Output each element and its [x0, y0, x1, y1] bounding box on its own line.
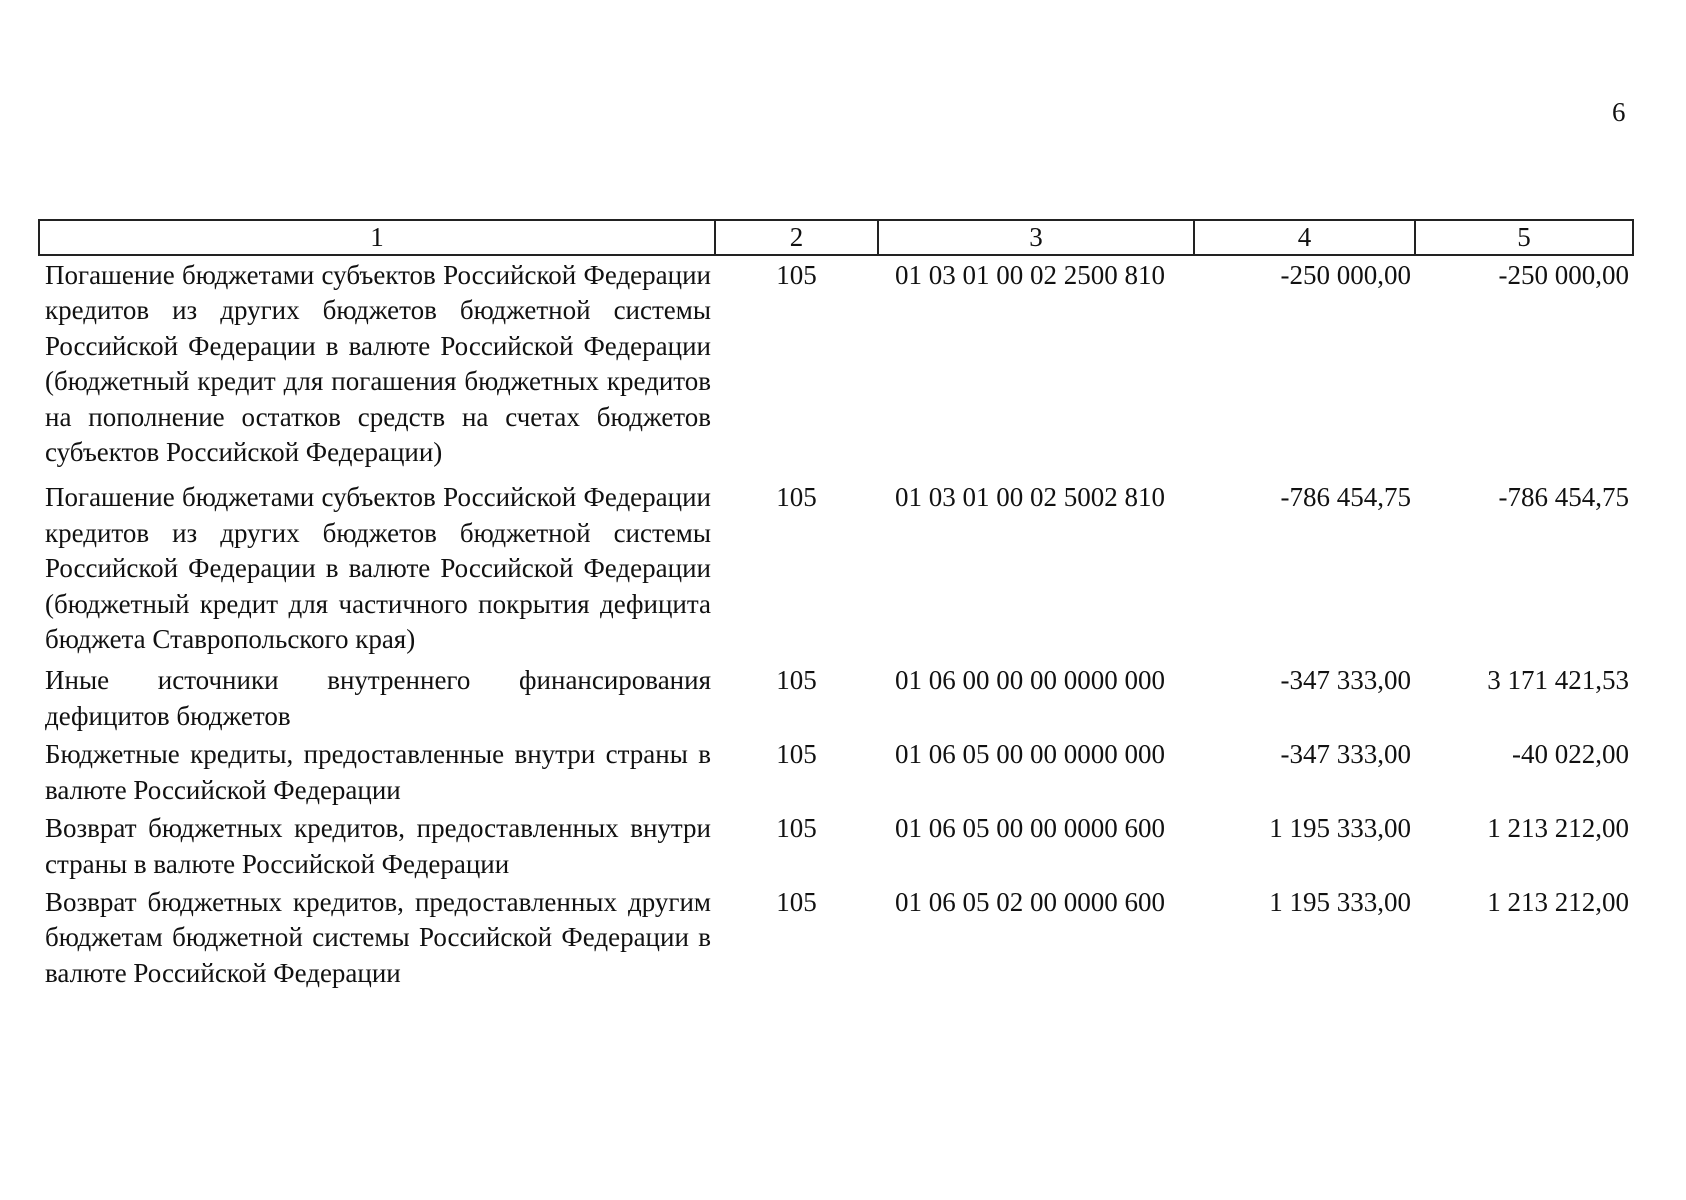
row-col2: 105 — [776, 813, 817, 844]
table-header — [39, 220, 1633, 255]
row-col4: 1 195 333,00 — [1269, 813, 1411, 844]
header-col-5: 5 — [1415, 220, 1633, 255]
row-col2: 105 — [776, 886, 817, 917]
row-code: 01 03 01 00 02 2500 810 — [895, 260, 1165, 290]
budget-table — [38, 219, 1634, 991]
header-col-1: 1 — [39, 220, 715, 255]
header-col-2: 2 — [715, 220, 878, 255]
row-col2: 105 — [776, 665, 817, 696]
row-description: Иные источники внутреннего финансирования дефицитов бюджетов — [45, 665, 711, 731]
row-code: 01 06 05 00 00 0000 000 — [895, 739, 1165, 770]
row-col5: 1 213 212,00 — [1487, 813, 1629, 844]
row-code: 01 06 05 00 00 0000 600 — [895, 813, 1165, 844]
page-number: 6 — [1612, 97, 1626, 127]
row-col4: -250 000,00 — [1280, 260, 1411, 290]
header-col-4: 4 — [1194, 220, 1415, 255]
row-col5: -786 454,75 — [1498, 482, 1629, 513]
table-body — [39, 255, 1633, 991]
row-description: Погашение бюджетами субъектов Российской Федерации кредитов из других бюджетов бюджетной системы Российской Федерации в валюте Российской Федерации (бюджетный кредит для частичного покрытия дефицита бюджета Ставропольского края) — [45, 482, 711, 655]
row-col2: 105 — [776, 482, 817, 513]
row-code: 01 06 00 00 00 0000 000 — [895, 665, 1165, 696]
row-col5: -250 000,00 — [1498, 260, 1629, 290]
row-description: Возврат бюджетных кредитов, предоставленных внутри страны в валюте Российской Федерации — [45, 813, 711, 879]
row-description: Погашение бюджетами субъектов Российской Федерации кредитов из других бюджетов бюджетной системы Российской Федерации в валюте Российской Федерации (бюджетный кредит для погашения бюджетных кредитов на пополнение остатков средств на счетах бюджетов субъектов Российской Федерации) — [45, 260, 711, 468]
row-col4: -347 333,00 — [1280, 739, 1411, 770]
row-description: Бюджетные кредиты, предоставленные внутри страны в валюте Российской Федерации — [45, 739, 711, 805]
table-row — [39, 663, 1633, 737]
row-col5: 1 213 212,00 — [1487, 886, 1629, 917]
row-col2: 105 — [776, 260, 817, 290]
row-col4: 1 195 333,00 — [1269, 886, 1411, 917]
table-row — [39, 480, 1633, 663]
row-code: 01 06 05 02 00 0000 600 — [895, 886, 1165, 917]
header-col-3: 3 — [878, 220, 1194, 255]
row-code: 01 03 01 00 02 5002 810 — [895, 482, 1165, 513]
row-description: Возврат бюджетных кредитов, предоставленных другим бюджетам бюджетной системы Российской Федерации в валюте Российской Федерации — [45, 886, 711, 988]
row-col4: -786 454,75 — [1280, 482, 1411, 513]
row-col5: -40 022,00 — [1512, 739, 1629, 770]
row-col2: 105 — [776, 739, 817, 770]
header-row — [39, 220, 1633, 255]
row-col5: 3 171 421,53 — [1487, 665, 1629, 696]
table-row — [39, 255, 1633, 480]
table-row — [39, 885, 1633, 991]
table-row — [39, 737, 1633, 811]
table-row — [39, 811, 1633, 885]
row-col4: -347 333,00 — [1280, 665, 1411, 696]
